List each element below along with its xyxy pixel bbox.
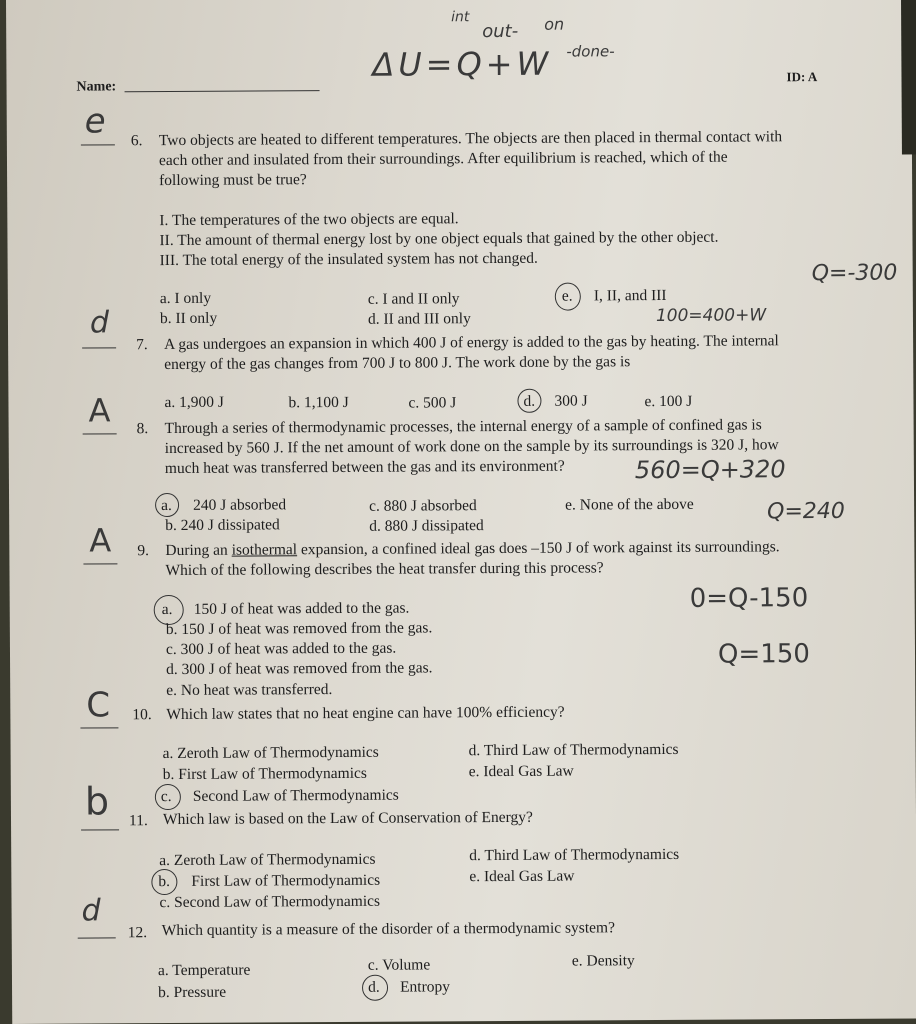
q9-option-c: c. 300 J of heat was added to the gas. xyxy=(165,639,397,659)
q9-option-a-letter: a. xyxy=(161,600,173,619)
q11-stem: Which law is based on the Law of Conservation of Energy? xyxy=(162,808,533,829)
q11-option-a: a. Zeroth Law of Thermodynamics xyxy=(159,850,376,870)
q10-option-a: a. Zeroth Law of Thermodynamics xyxy=(162,743,379,763)
q9-work-equation: 0=Q-150 xyxy=(689,583,809,614)
q9-number: 9. xyxy=(137,542,150,560)
q6-statement-3: III. The total energy of the insulated system has not changed. xyxy=(159,249,538,270)
q12-option-d-text: Entropy xyxy=(399,978,451,996)
q8-answer-line xyxy=(83,433,117,434)
id-label: ID: A xyxy=(786,69,818,85)
q11-number: 11. xyxy=(128,812,148,830)
q12-option-b: b. Pressure xyxy=(158,983,227,1002)
q10-option-e: e. Ideal Gas Law xyxy=(468,762,574,781)
q11-option-b-text: First Law of Thermodynamics xyxy=(191,871,381,890)
q6-option-c: c. I and II only xyxy=(367,290,460,308)
q6-statement-1: I. The temperatures of the two objects are equal. xyxy=(159,210,459,230)
handwritten-on-note: on xyxy=(544,14,565,34)
q12-stem: Which quantity is a measure of the disorder of a thermodynamic system? xyxy=(161,919,615,940)
q10-option-c-text: Second Law of Thermodynamics xyxy=(192,786,399,805)
q9-stem-line1 xyxy=(165,537,779,560)
q8-option-a-letter: a. xyxy=(161,496,172,515)
q6-answer-line xyxy=(81,144,115,145)
q10-answer-mark: C xyxy=(86,685,111,726)
q11-option-d: d. Third Law of Thermodynamics xyxy=(469,845,680,865)
q7-stem-line2: energy of the gas changes from 700 J to 800 J. The work done by the gas is xyxy=(164,353,631,374)
q10-option-c-letter: c. xyxy=(160,788,172,806)
q7-option-b: b. 1,100 J xyxy=(288,393,349,412)
q8-option-a-text: 240 J absorbed xyxy=(193,496,287,514)
q9-option-e: e. No heat was transferred. xyxy=(166,681,333,700)
q8-stem-line2: increased by 560 J. If the net amount of work done on the sample by its surroundings is 320 J, how xyxy=(164,436,779,458)
q10-answer-line xyxy=(80,727,118,728)
q8-stem-line1: Through a series of thermodynamic processes, the internal energy of a sample of confined gas is xyxy=(164,416,762,438)
q6-answer-mark: e xyxy=(84,101,106,142)
q9-answer-mark: A xyxy=(89,521,112,560)
q7-option-e: e. 100 J xyxy=(644,392,693,411)
q9-option-a-text: 150 J of heat was added to the gas. xyxy=(193,599,410,618)
q11-answer-mark: b xyxy=(84,779,110,824)
q9-stem-post: expansion, a confined ideal gas does –150 J of work against its surroundings. xyxy=(297,538,780,559)
q7-work-equation: 100=400+W xyxy=(655,305,767,327)
q12-option-e: e. Density xyxy=(571,952,635,970)
q6-option-e-letter: e. xyxy=(561,287,573,305)
q11-answer-line xyxy=(81,829,119,830)
q12-number: 12. xyxy=(127,924,148,942)
q10-stem: Which law states that no heat engine can have 100% efficiency? xyxy=(166,703,565,724)
name-label: Name: xyxy=(76,79,117,95)
q9-option-d: d. 300 J of heat was removed from the gas. xyxy=(166,659,433,679)
q6-option-a: a. I only xyxy=(159,289,212,308)
q12-answer-line xyxy=(78,937,116,938)
q6-stem-line1: Two objects are heated to different temperatures. The objects are then placed in thermal contact with xyxy=(158,128,783,150)
q9-option-b: b. 150 J of heat was removed from the gas. xyxy=(165,619,433,639)
q11-option-b-letter: b. xyxy=(158,873,171,891)
handwritten-done-note: -done- xyxy=(566,42,615,61)
q8-option-d: d. 880 J dissipated xyxy=(369,517,484,535)
q7-work-q-value: Q=-300 xyxy=(811,260,898,287)
q8-work-result: Q=240 xyxy=(767,498,845,525)
q9-work-result: Q=150 xyxy=(717,639,810,670)
q7-option-d-text: 300 J xyxy=(554,392,588,410)
q6-stem-line3: following must be true? xyxy=(159,171,307,190)
q6-option-e-text: I, II, and III xyxy=(593,286,667,305)
q6-number: 6. xyxy=(130,132,143,150)
q10-option-b: b. First Law of Thermodynamics xyxy=(162,764,367,784)
q7-number: 7. xyxy=(136,336,148,354)
q8-option-b: b. 240 J dissipated xyxy=(165,516,280,535)
q7-answer-line xyxy=(82,347,116,348)
handwritten-int-note: int xyxy=(451,9,470,26)
q7-option-d-letter: d. xyxy=(523,392,536,410)
handwritten-out-note: out- xyxy=(482,20,519,43)
q9-stem-line2: Which of the following describes the heat transfer during this process? xyxy=(165,559,604,580)
q8-work-equation: 560=Q+320 xyxy=(634,455,786,485)
q7-stem-line1: A gas undergoes an expansion in which 400 J of energy is added to the gas by heating. The internal xyxy=(164,332,779,354)
q6-statement-2: II. The amount of thermal energy lost by one object equals that gained by the other object. xyxy=(159,228,719,250)
q7-answer-mark: d xyxy=(89,305,110,341)
q7-option-a: a. 1,900 J xyxy=(164,393,224,412)
q6-option-d: d. II and III only xyxy=(367,310,471,328)
q12-option-d-letter: d. xyxy=(367,978,380,996)
q8-option-c: c. 880 J absorbed xyxy=(369,497,477,515)
name-field-line xyxy=(125,90,320,92)
q8-stem-line3: much heat was transferred between the gas and its environment? xyxy=(164,457,565,478)
q12-option-a: a. Temperature xyxy=(157,961,251,980)
q10-number: 10. xyxy=(132,706,152,724)
q12-option-c: c. Volume xyxy=(367,956,431,974)
q9-stem-underlined: isothermal xyxy=(231,541,298,559)
q6-stem-line2: each other and insulated from their surroundings. After equilibrium is reached, which of the xyxy=(158,148,728,170)
q12-answer-mark: d xyxy=(81,893,101,929)
q9-stem-pre: During an xyxy=(165,541,232,560)
q11-option-c: c. Second Law of Thermodynamics xyxy=(159,892,381,912)
q6-option-b: b. II only xyxy=(159,309,218,328)
q11-option-e: e. Ideal Gas Law xyxy=(469,867,575,886)
q8-number: 8. xyxy=(136,420,149,438)
q8-option-e: e. None of the above xyxy=(565,495,694,514)
handwritten-first-law-equation: ΔU=Q+W xyxy=(372,44,553,84)
worksheet-page xyxy=(6,0,916,1024)
q7-option-c: c. 500 J xyxy=(408,394,457,412)
q8-answer-mark: A xyxy=(88,391,111,430)
q10-option-d: d. Third Law of Thermodynamics xyxy=(468,740,679,760)
q9-answer-line xyxy=(83,563,117,564)
